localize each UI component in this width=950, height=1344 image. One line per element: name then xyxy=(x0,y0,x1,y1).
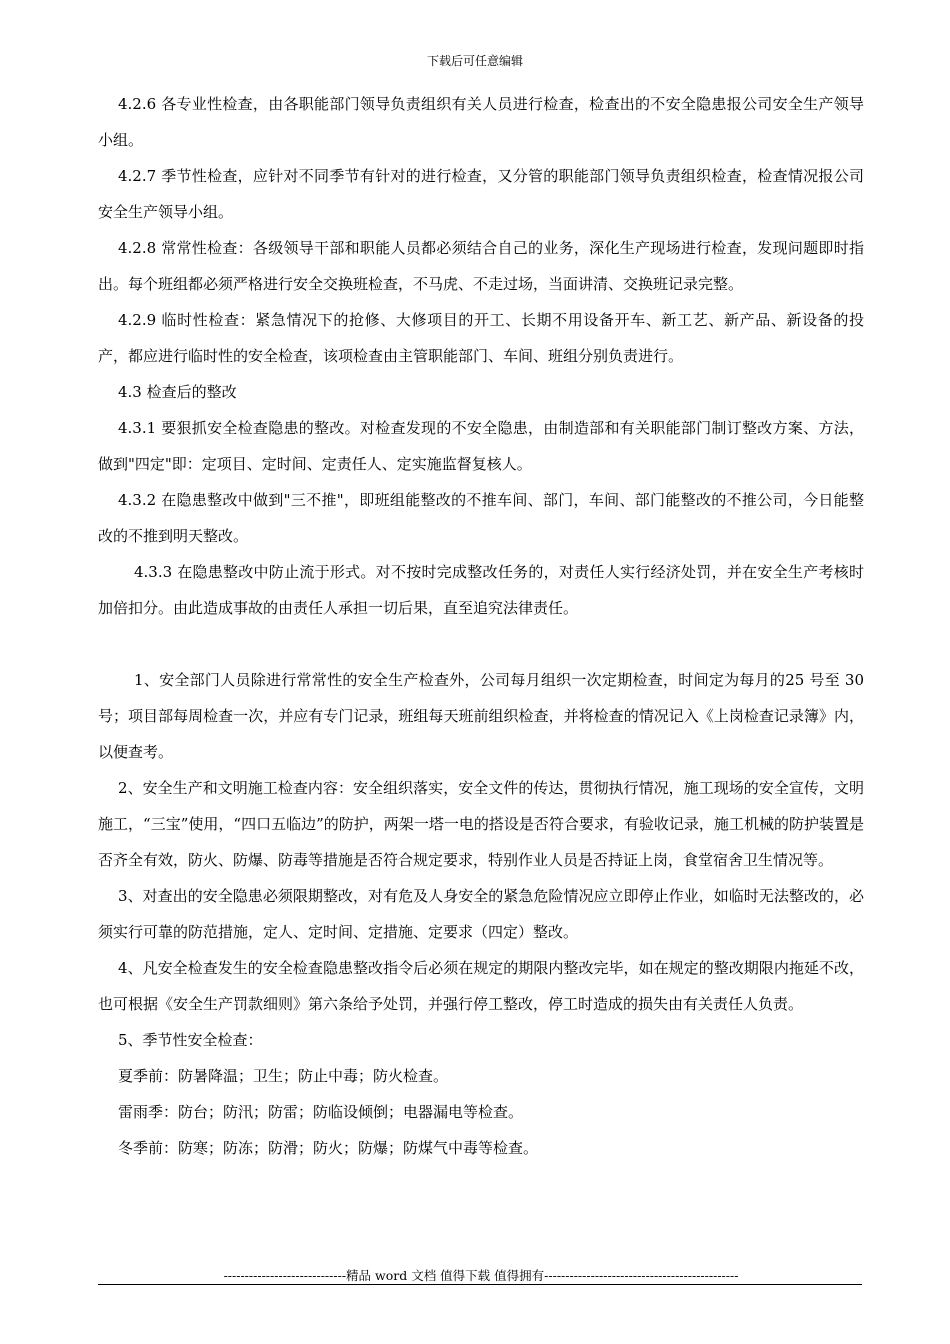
item-3: 3、对查出的安全隐患必须限期整改，对有危及人身安全的紧急危险情况应立即停止作业，如临时无法整改的，必须实行可靠的防范措施，定人、定时间、定措施、定要求（四定）整改。 xyxy=(98,887,864,941)
footer-divider xyxy=(98,1284,862,1285)
item-1: 1、安全部门人员除进行常常性的安全生产检查外，公司每月组织一次定期检查，时间定为每月的25 号至 30 号；项目部每周检查一次，并应有专门记录，班组每天班前组织检查，并将检查的情况记入《上岗检查记录簿》内，以便查考。 xyxy=(98,671,864,761)
clause-4-3-1: 4.3.1 要狠抓安全检查隐患的整改。对检查发现的不安全隐患，由制造部和有关职能部门制订整改方案、方法，做到"四定"即：定项目、定时间、定责任人、定实施监督复核人。 xyxy=(98,419,864,473)
clause-4-2-9: 4.2.9 临时性检查：紧急情况下的抢修、大修项目的开工、长期不用设备开车、新工艺、新产品、新设备的投产，都应进行临时性的安全检查，该项检查由主管职能部门、车间、班组分别负责进行。 xyxy=(98,311,864,365)
section-heading-4-3: 4.3 检查后的整改 xyxy=(118,383,237,401)
clause-4-3-2: 4.3.2 在隐患整改中做到"三不推"，即班组能整改的不推车间、部门，车间、部门能整改的不推公司，今日能整改的不推到明天整改。 xyxy=(98,491,864,545)
page-footer: -----------------------------精品 word 文档 值得下载 值得拥有---------------------------------------------- xyxy=(223,1268,739,1283)
item-4: 4、凡安全检查发生的安全检查隐患整改指令后必须在规定的期限内整改完毕，如在规定的整改期限内拖延不改，也可根据《安全生产罚款细则》第六条给予处罚，并强行停工整改，停工时造成的损失由有关责任人负责。 xyxy=(98,959,864,1013)
rainy-season-check: 雷雨季：防台；防汛；防雷；防临设倾倒；电器漏电等检查。 xyxy=(118,1103,524,1121)
summer-check: 夏季前：防暑降温；卫生；防止中毒；防火检查。 xyxy=(118,1067,449,1085)
page-header: 下载后可任意编辑 xyxy=(426,54,523,68)
winter-check: 冬季前：防寒；防冻；防滑；防火；防爆；防煤气中毒等检查。 xyxy=(118,1139,539,1157)
item-2: 2、安全生产和文明施工检查内容：安全组织落实，安全文件的传达，贯彻执行情况，施工现场的安全宣传，文明施工，“三宝”使用，“四口五临边”的防护，两架一塔一电的搭设是否符合要求，有验收记录，施工机械的防护装置是否齐全有效，防火、防爆、防毒等措施是否符合规定要求，特别作业人员是否持证上岗，食堂宿舍卫生情况等。 xyxy=(98,779,864,869)
clause-4-2-6: 4.2.6 各专业性检查，由各职能部门领导负责组织有关人员进行检查，检查出的不安全隐患报公司安全生产领导小组。 xyxy=(98,95,864,149)
item-5-heading: 5、季节性安全检查： xyxy=(118,1031,263,1049)
document-body xyxy=(98,86,864,1166)
clause-4-2-8: 4.2.8 常常性检查：各级领导干部和职能人员都必须结合自己的业务，深化生产现场进行检查，发现问题即时指出。每个班组都必须严格进行安全交换班检查，不马虎、不走过场，当面讲清、交换班记录完整。 xyxy=(98,239,864,293)
paragraph-spacer xyxy=(98,626,864,662)
clause-4-3-3: 4.3.3 在隐患整改中防止流于形式。对不按时完成整改任务的，对责任人实行经济处罚，并在安全生产考核时加倍扣分。由此造成事故的由责任人承担一切后果，直至追究法律责任。 xyxy=(98,563,864,617)
clause-4-2-7: 4.2.7 季节性检查，应针对不同季节有针对的进行检查，又分管的职能部门领导负责组织检查，检查情况报公司安全生产领导小组。 xyxy=(98,167,864,221)
